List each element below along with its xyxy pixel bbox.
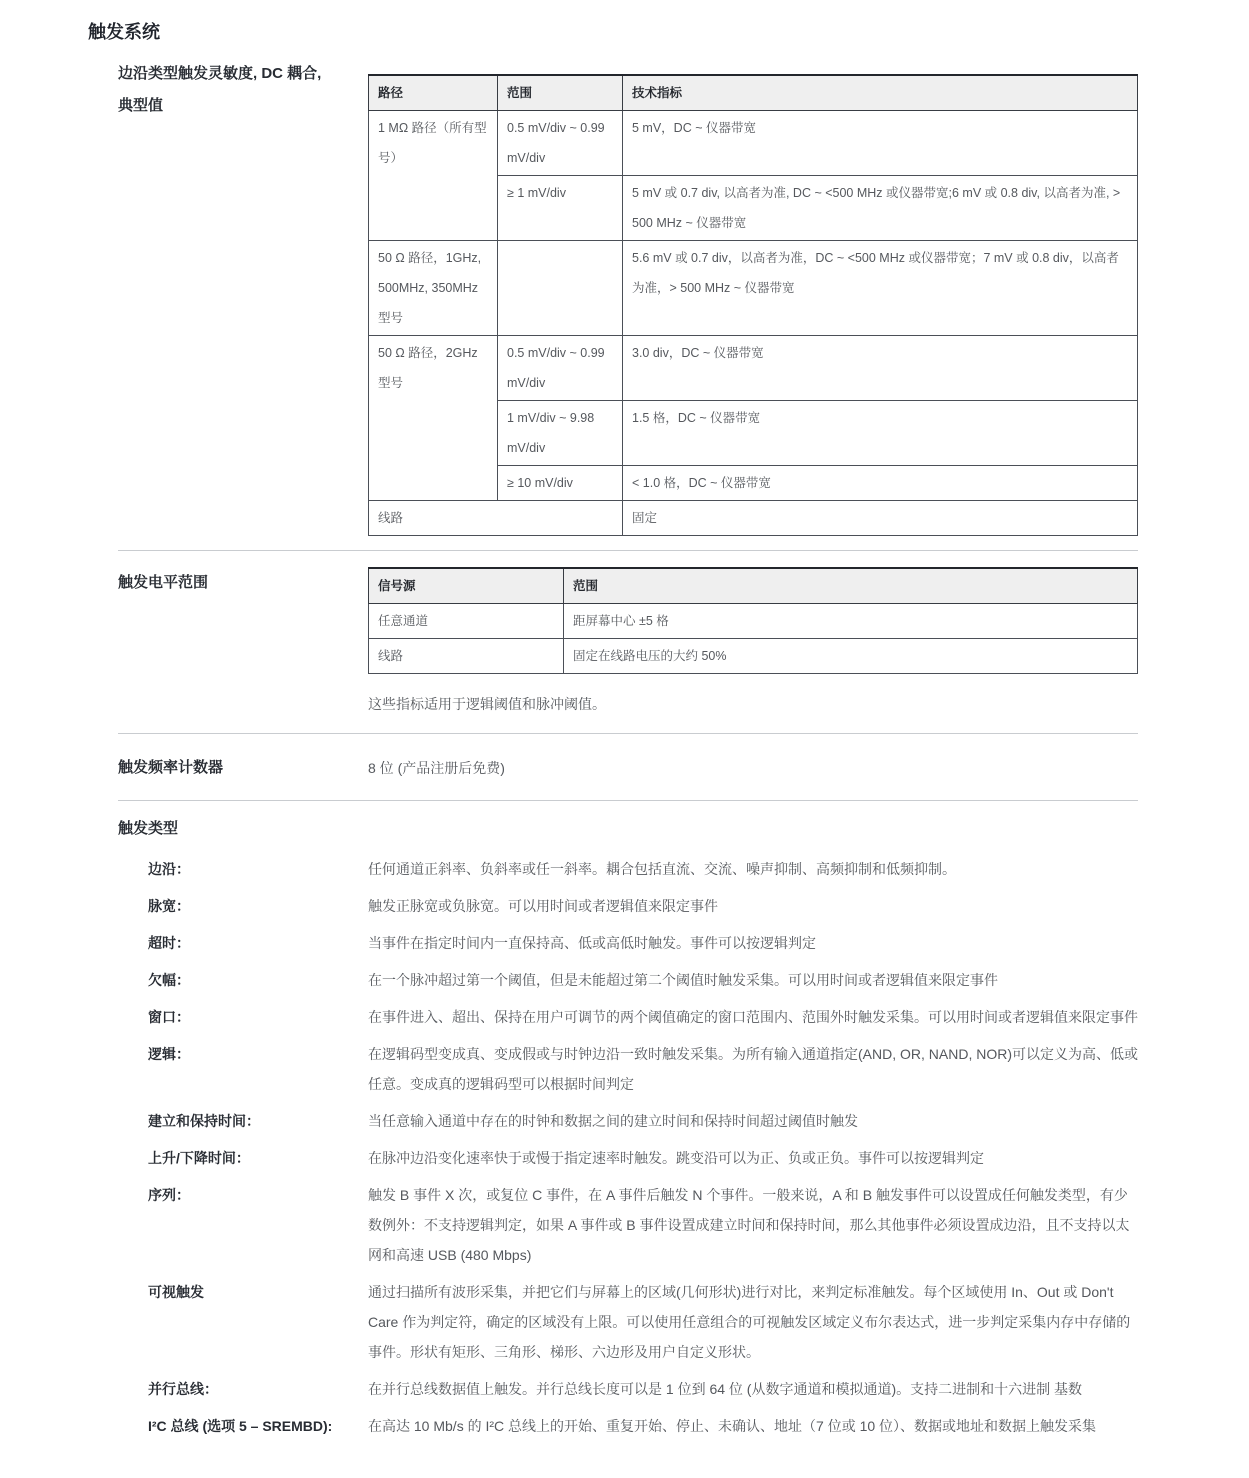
trigger-type-definition: 任何通道正斜率、负斜率或任一斜率。耦合包括直流、交流、噪声抑制、高频抑制和低频抑制。 — [368, 861, 956, 877]
cell-path: 1 MΩ 路径（所有型号） — [369, 111, 498, 241]
table-row — [369, 604, 1138, 639]
cell-path: 线路 — [369, 501, 623, 536]
edge-sensitivity-content — [368, 58, 1138, 536]
trigger-type-definition: 在高达 10 Mb/s 的 I²C 总线上的开始、重复开始、停止、未确认、地址（7 位或 10 位）、数据或地址和数据上触发采集 — [368, 1418, 1097, 1434]
trigger-type-term: 上升/下降时间： — [148, 1150, 250, 1166]
cell-range: ≥ 1 mV/div — [498, 176, 623, 241]
trigger-type-edge — [88, 854, 1138, 884]
cell-path: 50 Ω 路径，1GHz, 500MHz, 350MHz 型号 — [369, 241, 498, 336]
trigger-type-definition: 通过扫描所有波形采集，并把它们与屏幕上的区域(几何形状)进行对比，来判定标准触发。每个区域使用 In、Out 或 Don't Care 作为判定符，确定的区域没有上限。可以使用任意组合的可视触发区域定义布尔表达式，进一步判定采集内存中存储的事件。形状有矩形、三角形、梯形、六边形及用户自定义形状。 — [368, 1284, 1131, 1360]
cell-range: 固定在线路电压的大约 50% — [564, 639, 1138, 674]
trigger-level-range-content — [368, 567, 1138, 719]
trigger-type-term: 欠幅： — [148, 972, 190, 988]
trigger-type-i2c-bus — [88, 1411, 1138, 1441]
trigger-type-definition: 在并行总线数据值上触发。并行总线长度可以是 1 位到 64 位 (从数字通道和模拟通道)。支持二进制和十六进制 基数 — [368, 1381, 1083, 1397]
cell-range: 1 mV/div ~ 9.98 mV/div — [498, 401, 623, 466]
column-header-spec: 技术指标 — [623, 75, 1138, 111]
table-row — [369, 639, 1138, 674]
cell-range — [498, 241, 623, 336]
cell-spec: 5.6 mV 或 0.7 div，以高者为准，DC ~ <500 MHz 或仪器带宽；7 mV 或 0.8 div，以高者为准，> 500 MHz ~ 仪器带宽 — [623, 241, 1138, 336]
page-title: 触发系统 — [88, 22, 160, 42]
trigger-level-range-label: 触发电平范围 — [118, 574, 209, 591]
table-header-row — [369, 75, 1138, 111]
cell-spec: < 1.0 格，DC ~ 仪器带宽 — [623, 466, 1138, 501]
cell-spec: 1.5 格，DC ~ 仪器带宽 — [623, 401, 1138, 466]
section-trigger-level-range — [88, 567, 1138, 719]
trigger-type-term: 可视触发 — [148, 1284, 204, 1300]
cell-source: 任意通道 — [369, 604, 564, 639]
cell-range: 0.5 mV/div ~ 0.99 mV/div — [498, 336, 623, 401]
table-row — [369, 111, 1138, 176]
trigger-type-definition: 在逻辑码型变成真、变成假或与时钟边沿一致时触发采集。为所有输入通道指定(AND, OR, NAND, NOR)可以定义为高、低或任意。变成真的逻辑码型可以根据时间判定 — [368, 1046, 1138, 1092]
section-edge-sensitivity — [88, 58, 1138, 536]
trigger-type-pulse-width — [88, 891, 1138, 921]
cell-range: 0.5 mV/div ~ 0.99 mV/div — [498, 111, 623, 176]
cell-range: ≥ 10 mV/div — [498, 466, 623, 501]
trigger-type-definition: 当事件在指定时间内一直保持高、低或高低时触发。事件可以按逻辑判定 — [368, 935, 816, 951]
trigger-type-definition: 触发 B 事件 X 次，或复位 C 事件，在 A 事件后触发 N 个事件。一般来说，A 和 B 触发事件可以设置成任何触发类型，有少数例外：不支持逻辑判定，如果 A 事件或 B 事件设置成建立时间和保持时间，那么其他事件必须设置成边沿，且不支持以太网和高速 USB (480 Mbps) — [368, 1187, 1130, 1263]
table-row — [369, 241, 1138, 336]
trigger-type-term: 并行总线： — [148, 1381, 218, 1397]
column-header-range: 范围 — [498, 75, 623, 111]
level-range-note: 这些指标适用于逻辑阈值和脉冲阈值。 — [368, 696, 606, 712]
trigger-type-definition: 当任意输入通道中存在的时钟和数据之间的建立时间和保持时间超过阈值时触发 — [368, 1113, 858, 1129]
trigger-type-term: 序列： — [148, 1187, 190, 1203]
cell-spec: 3.0 div，DC ~ 仪器带宽 — [623, 336, 1138, 401]
trigger-type-definition: 在脉冲边沿变化速率快于或慢于指定速率时触发。跳变沿可以为正、负或正负。事件可以按逻辑判定 — [368, 1150, 984, 1166]
edge-sensitivity-label — [88, 58, 368, 122]
trigger-frequency-counter-value: 8 位 (产品注册后免费) — [368, 760, 505, 776]
level-range-table — [368, 567, 1138, 674]
trigger-type-timeout — [88, 928, 1138, 958]
trigger-type-definition: 在事件进入、超出、保持在用户可调节的两个阈值确定的窗口范围内、范围外时触发采集。可以用时间或者逻辑值来限定事件 — [368, 1009, 1138, 1025]
table-row — [369, 336, 1138, 401]
trigger-type-term: 建立和保持时间： — [148, 1113, 260, 1129]
trigger-type-window — [88, 1002, 1138, 1032]
column-header-path: 路径 — [369, 75, 498, 111]
column-header-source: 信号源 — [369, 568, 564, 604]
table-header-row — [369, 568, 1138, 604]
trigger-type-term: I²C 总线 (选项 5 – SREMBD): — [148, 1418, 333, 1434]
trigger-type-parallel-bus — [88, 1374, 1138, 1404]
edge-sensitivity-label-line2: 典型值 — [118, 97, 164, 114]
table-row — [369, 501, 1138, 536]
cell-source: 线路 — [369, 639, 564, 674]
cell-spec: 5 mV 或 0.7 div, 以高者为准, DC ~ <500 MHz 或仪器带宽;6 mV 或 0.8 div, 以高者为准, > 500 MHz ~ 仪器带宽 — [623, 176, 1138, 241]
trigger-type-definition: 在一个脉冲超过第一个阈值，但是未能超过第二个阈值时触发采集。可以用时间或者逻辑值来限定事件 — [368, 972, 998, 988]
trigger-type-definition: 触发正脉宽或负脉宽。可以用时间或者逻辑值来限定事件 — [368, 898, 718, 914]
trigger-type-visual — [88, 1277, 1138, 1367]
column-header-range: 范围 — [564, 568, 1138, 604]
trigger-type-sequence — [88, 1180, 1138, 1270]
section-trigger-frequency-counter — [88, 750, 1138, 786]
trigger-type-setup-hold — [88, 1106, 1138, 1136]
trigger-type-term: 边沿： — [148, 861, 190, 877]
cell-path: 50 Ω 路径，2GHz 型号 — [369, 336, 498, 501]
sensitivity-table — [368, 74, 1138, 536]
section-trigger-types — [88, 817, 1138, 1441]
cell-range: 距屏幕中心 ±5 格 — [564, 604, 1138, 639]
trigger-types-heading: 触发类型 — [118, 820, 179, 837]
trigger-type-runt — [88, 965, 1138, 995]
trigger-type-term: 脉宽： — [148, 898, 190, 914]
trigger-frequency-counter-label: 触发频率计数器 — [118, 759, 224, 776]
section-divider — [118, 733, 1138, 734]
trigger-type-term: 窗口： — [148, 1009, 190, 1025]
cell-spec: 固定 — [623, 501, 1138, 536]
trigger-type-term: 超时： — [148, 935, 190, 951]
trigger-type-rise-fall — [88, 1143, 1138, 1173]
trigger-type-logic — [88, 1039, 1138, 1099]
section-divider — [118, 800, 1138, 801]
trigger-type-term: 逻辑： — [148, 1046, 190, 1062]
cell-spec: 5 mV，DC ~ 仪器带宽 — [623, 111, 1138, 176]
section-divider — [118, 550, 1138, 551]
edge-sensitivity-label-line1: 边沿类型触发灵敏度, DC 耦合, — [118, 65, 322, 82]
